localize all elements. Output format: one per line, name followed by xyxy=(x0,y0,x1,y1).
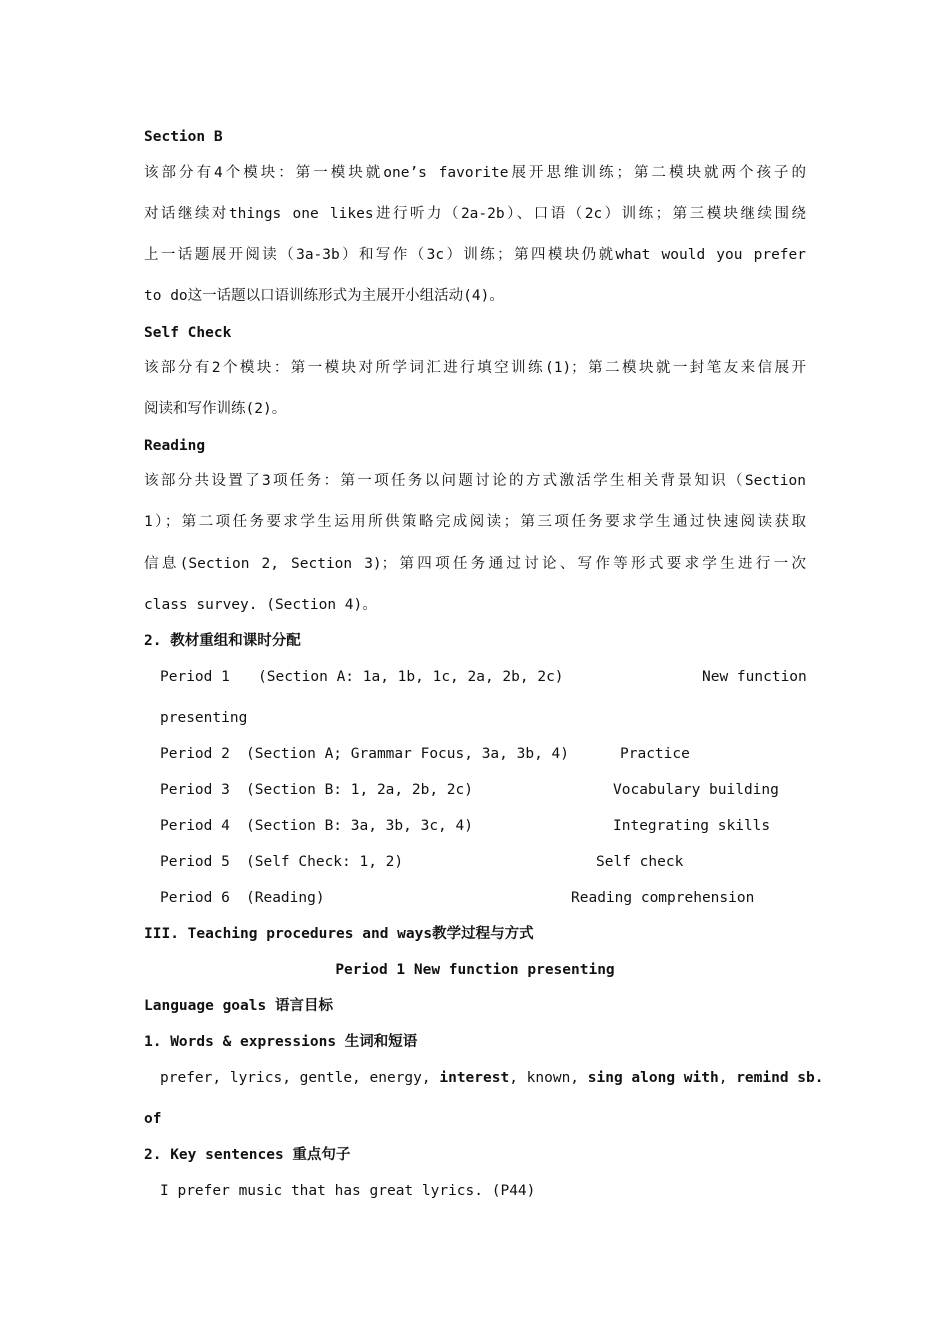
period-1-type: New function xyxy=(702,669,807,685)
section-b-line-1: 该部分有4个模块：第一模块就one’s favorite展开思维训练；第二模块就两个孩子的 xyxy=(144,165,806,181)
phrase-remind-sb: remind sb. xyxy=(736,1070,824,1086)
key-sentence-1: I prefer music that has great lyrics. (P44) xyxy=(160,1183,536,1199)
words-line-cont: of xyxy=(144,1111,162,1127)
period-5-content: (Self Check: 1, 2) xyxy=(246,854,404,870)
section-b-line-4: to do这一话题以口语训练形式为主展开小组活动(4)。 xyxy=(144,288,504,304)
period-5-label: Period 5 xyxy=(160,854,230,870)
words-plain-3: , xyxy=(718,1070,728,1086)
words-plain-2: , known, xyxy=(509,1070,580,1086)
period-2-type: Practice xyxy=(620,746,690,762)
reorg-heading: 2. 教材重组和课时分配 xyxy=(144,633,301,649)
reading-line-3: 信息(Section 2, Section 3)；第四项任务通过讨论、写作等形式要求学生进行一次 xyxy=(144,556,806,572)
language-goals-heading: Language goals 语言目标 xyxy=(144,998,333,1014)
period-2-label: Period 2 xyxy=(160,746,230,762)
period-5-type: Self check xyxy=(596,854,684,870)
period-6-type: Reading comprehension xyxy=(571,890,755,906)
procedures-heading: III. Teaching procedures and ways教学过程与方式 xyxy=(144,926,534,942)
self-check-line-2: 阅读和写作训练(2)。 xyxy=(144,401,287,417)
reading-line-4: class survey. (Section 4)。 xyxy=(144,597,377,613)
word-interest: interest xyxy=(439,1070,510,1086)
section-b-heading: Section B xyxy=(144,129,223,145)
period-1-content: (Section A: 1a, 1b, 1c, 2a, 2b, 2c) xyxy=(258,669,564,685)
period-4-label: Period 4 xyxy=(160,818,230,834)
period-1-title: Period 1 New function presenting xyxy=(335,962,615,978)
self-check-heading: Self Check xyxy=(144,325,232,341)
self-check-line-1: 该部分有2个模块：第一模块对所学词汇进行填空训练(1)；第二模块就一封笔友来信展开 xyxy=(144,360,806,376)
reading-line-1: 该部分共设置了3项任务：第一项任务以问题讨论的方式激活学生相关背景知识（Section xyxy=(144,473,806,489)
words-heading: 1. Words & expressions 生词和短语 xyxy=(144,1034,418,1050)
period-2-content: (Section A; Grammar Focus, 3a, 3b, 4) xyxy=(246,746,570,762)
period-6-content: (Reading) xyxy=(246,890,325,906)
key-sentences-heading: 2. Key sentences 重点句子 xyxy=(144,1147,351,1163)
period-3-content: (Section B: 1, 2a, 2b, 2c) xyxy=(246,782,473,798)
period-4-content: (Section B: 3a, 3b, 3c, 4) xyxy=(246,818,473,834)
section-b-line-2: 对话继续对things one likes进行听力（2a-2b）、口语（2c）训练；第三模块继续围绕 xyxy=(144,206,806,222)
period-1-label: Period 1 xyxy=(160,669,230,685)
reading-line-2: 1）；第二项任务要求学生运用所供策略完成阅读；第三项任务要求学生通过快速阅读获取 xyxy=(144,514,806,530)
period-3-label: Period 3 xyxy=(160,782,230,798)
period-6-label: Period 6 xyxy=(160,890,230,906)
words-line xyxy=(160,1068,824,1088)
reading-heading: Reading xyxy=(144,438,206,454)
section-b-line-3: 上一话题展开阅读（3a-3b）和写作（3c）训练；第四模块仍就what would you prefer xyxy=(144,247,806,263)
period-1-type-cont: presenting xyxy=(160,710,248,726)
phrase-sing-along-with: sing along with xyxy=(587,1070,719,1086)
period-3-type: Vocabulary building xyxy=(613,782,779,798)
words-plain-1: prefer, lyrics, gentle, energy, xyxy=(160,1070,431,1086)
period-4-type: Integrating skills xyxy=(613,818,771,834)
